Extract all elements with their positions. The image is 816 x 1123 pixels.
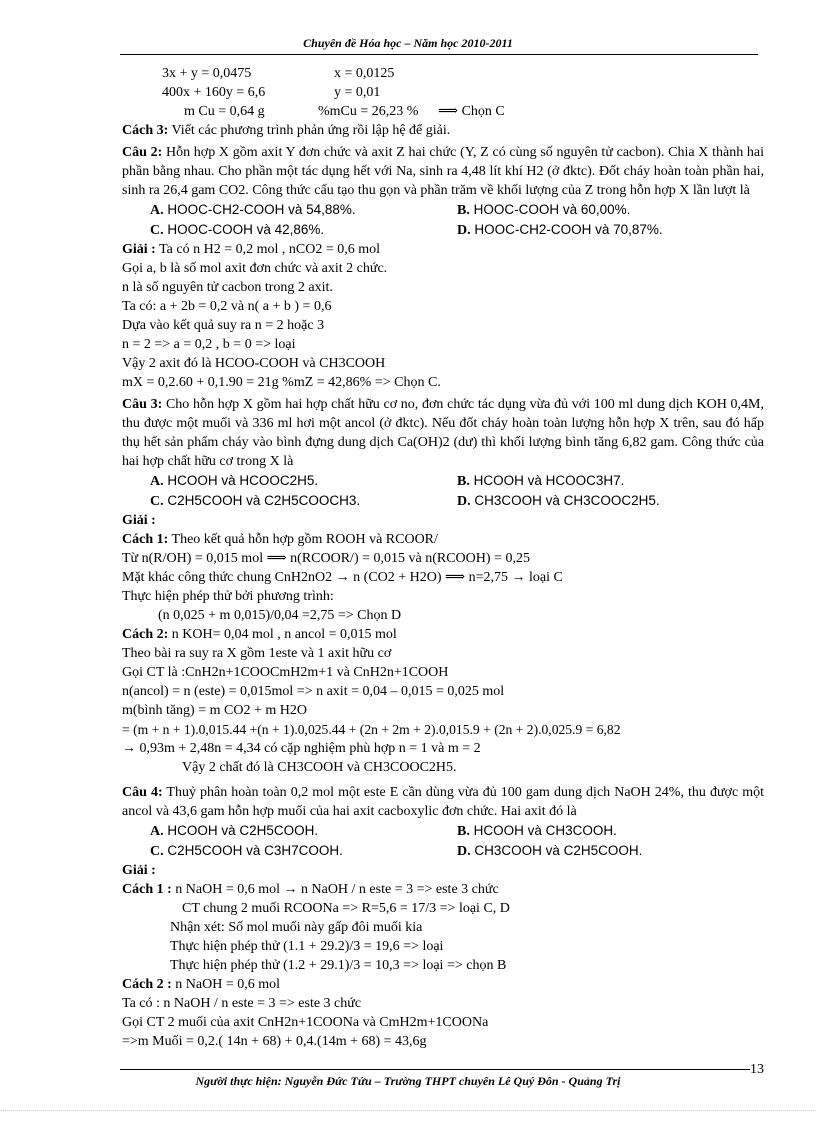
q3-solution-line: Vậy 2 chất đó là CH3COOH và CH3COOC2H5.: [182, 760, 457, 775]
q2-solution-line: Dựa vào kết quả suy ra n = 2 hoặc 3: [122, 318, 325, 333]
option-c: C. C2H5COOH và C2H5COOCH3.: [150, 493, 361, 509]
q3-solution-line: Mặt khác công thức chung CnH2nO2 → n (CO2 + H2O) ⟹ n=2,75 → loại C: [122, 570, 563, 585]
q2-solution-line: Ta có: a + 2b = 0,2 và n( a + b ) = 0,6: [122, 299, 332, 314]
q2-solution-line: Vậy 2 axit đó là HCOO-COOH và CH3COOH: [122, 356, 386, 371]
page-edge: [0, 1110, 816, 1111]
q4-method-1: Cách 1 : n NaOH = 0,6 mol → n NaOH / n este = 3 => este 3 chức: [122, 882, 499, 897]
cach3-line: Cách 3: Viết các phương trình phản ứng rồi lập hệ để giải.: [122, 123, 451, 138]
page-body: [122, 64, 764, 1051]
question-4-options-ab: [122, 821, 764, 841]
q4-solution-line: Ta có : n NaOH / n este = 3 => este 3 chức: [122, 996, 362, 1011]
option-a: A. HCOOH và C2H5COOH.: [150, 823, 319, 839]
question-3: Câu 3: Cho hỗn hợp X gồm hai hợp chất hữu cơ no, đơn chức tác dụng vừa đủ với 100 ml dung dịch KOH 0,4M, thu được một muối và 336 ml hơi một ancol (ở đktc). Nếu đốt cháy hoàn toàn lượng hỗn hợp X trên, sau đó hấp thụ hết sản phẩm cháy vào bình đựng dung dịch Ca(OH)2 (dư) thì khối lượng bình tăng 6,82 gam. Công thức của hai hợp chất hữu cơ trong X là: [122, 397, 764, 469]
question-2-options-ab: [122, 200, 764, 220]
q4-solution-line: Thực hiện phép thử (1.1 + 29.2)/3 = 19,6 => loại: [170, 939, 444, 954]
option-a: A. HCOOH và HCOOC2H5.: [150, 473, 319, 489]
option-d: D. CH3COOH và C2H5COOH.: [457, 843, 643, 859]
option-c: C. HOOC-COOH và 42,86%.: [150, 222, 325, 238]
question-3-options-ab: [122, 471, 764, 491]
option-b: B. HOOC-COOH và 60,00%.: [457, 202, 631, 218]
calc-line-3: m Cu = 0,64 g %mCu = 26,23 % ⟹ Chọn C: [184, 104, 505, 119]
option-b: B. HCOOH và HCOOC3H7.: [457, 473, 625, 489]
option-d: D. CH3COOH và CH3COOC2H5.: [457, 493, 660, 509]
q3-solution-line: m(bình tăng) = m CO2 + m H2O: [122, 703, 307, 718]
q4-solution-line: CT chung 2 muối RCOONa => R=5,6 = 17/3 => loại C, D: [182, 901, 510, 916]
q3-solution-line: Từ n(R/OH) = 0,015 mol ⟹ n(RCOOR/) = 0,015 và n(RCOOH) = 0,25: [122, 551, 530, 566]
question-4: Câu 4: Thuỷ phân hoàn toàn 0,2 mol một este E cần dùng vừa đủ 100 gam dung dịch NaOH 24%, thu được một ancol và 43,6 gam hỗn hợp muối của hai axit cacboxylic đơn chức. Hai axit đó là: [122, 785, 764, 819]
q4-solution-line: =>m Muối = 0,2.( 14n + 68) + 0,4.(14m + 68) = 43,6g: [122, 1034, 427, 1049]
q2-solution-line: n = 2 => a = 0,2 , b = 0 => loại: [122, 337, 296, 352]
q3-solution-line: (n 0,025 + m 0,015)/0,04 =2,75 => Chọn D: [158, 608, 402, 623]
q3-solution-line: = (m + n + 1).0,015.44 +(n + 1).0,025.44 + (2n + 2m + 2).0,015.9 + (2n + 2).0,025.9 = 6,82: [122, 722, 621, 737]
question-4-options-cd: [122, 841, 764, 861]
q4-method-2: Cách 2 : n NaOH = 0,6 mol: [122, 977, 281, 992]
question-2: Câu 2: Hỗn hợp X gồm axit Y đơn chức và axit Z hai chức (Y, Z có cùng số nguyên tử cacbon). Chia X thành hai phần bằng nhau. Cho phần một tác dụng hết với Na, sinh ra 4,48 lít khí H2 (ở đktc). Đốt cháy hoàn toàn phần hai, sinh ra 26,4 gam CO2. Công thức cấu tạo thu gọn và phần trăm về khối lượng của Z trong hỗn hợp X lần lượt là: [122, 145, 765, 198]
calc-line-2: 400x + 160y = 6,6 y = 0,01: [162, 85, 381, 100]
question-2-options-cd: [122, 220, 764, 240]
q2-solution-line: n là số nguyên tử cacbon trong 2 axit.: [122, 280, 333, 295]
calc-line-1: 3x + y = 0,0475 x = 0,0125: [162, 66, 395, 81]
header-divider: [120, 54, 758, 55]
q4-solution-line: Nhận xét: Số mol muối này gấp đôi muối kia: [170, 920, 423, 935]
option-a: A. HOOC-CH2-COOH và 54,88%.: [150, 202, 356, 218]
option-c: C. C2H5COOH và C3H7COOH.: [150, 843, 343, 859]
q3-solution-head: Giải :: [122, 513, 156, 528]
q2-solution-head: Giải : Ta có n H2 = 0,2 mol , nCO2 = 0,6 mol: [122, 242, 381, 257]
q3-solution-line: → 0,93m + 2,48n = 4,34 có cặp nghiệm phù hợp n = 1 và m = 2: [122, 741, 481, 756]
q2-solution-line: mX = 0,2.60 + 0,1.90 = 21g %mZ = 42,86% => Chọn C.: [122, 375, 441, 390]
page-number: 13: [750, 1062, 764, 1077]
q3-method-2: Cách 2: n KOH= 0,04 mol , n ancol = 0,015 mol: [122, 627, 397, 642]
question-3-options-cd: [122, 491, 764, 511]
q3-solution-line: Gọi CT là :CnH2n+1COOCmH2m+1 và CnH2n+1COOH: [122, 665, 449, 680]
q3-method-1: Cách 1: Theo kết quả hỗn hợp gồm ROOH và RCOOR/: [122, 532, 438, 547]
q4-solution-head: Giải :: [122, 863, 156, 878]
option-b: B. HCOOH và CH3COOH.: [457, 823, 617, 839]
q2-solution-line: Gọi a, b là số mol axit đơn chức và axit 2 chức.: [122, 261, 388, 276]
q3-solution-line: n(ancol) = n (este) = 0,015mol => n axit = 0,04 – 0,015 = 0,025 mol: [122, 684, 505, 699]
page-header: Chuyên đề Hóa học – Năm học 2010-2011: [303, 36, 513, 50]
q4-solution-line: Thực hiện phép thử (1.2 + 29.1)/3 = 10,3 => loại => chọn B: [170, 958, 507, 973]
footer-divider: [120, 1069, 750, 1070]
q3-solution-line: Theo bài ra suy ra X gồm 1este và 1 axit hữu cơ: [122, 646, 392, 661]
q4-solution-line: Gọi CT 2 muối của axit CnH2n+1COONa và CmH2m+1COONa: [122, 1015, 489, 1030]
page-footer: Người thực hiện: Nguyễn Đức Tứu – Trường THPT chuyên Lê Quý Đôn - Quảng Trị: [195, 1074, 621, 1088]
q3-solution-line: Thực hiện phép thử bởi phương trình:: [122, 589, 334, 604]
option-d: D. HOOC-CH2-COOH và 70,87%.: [457, 222, 663, 238]
